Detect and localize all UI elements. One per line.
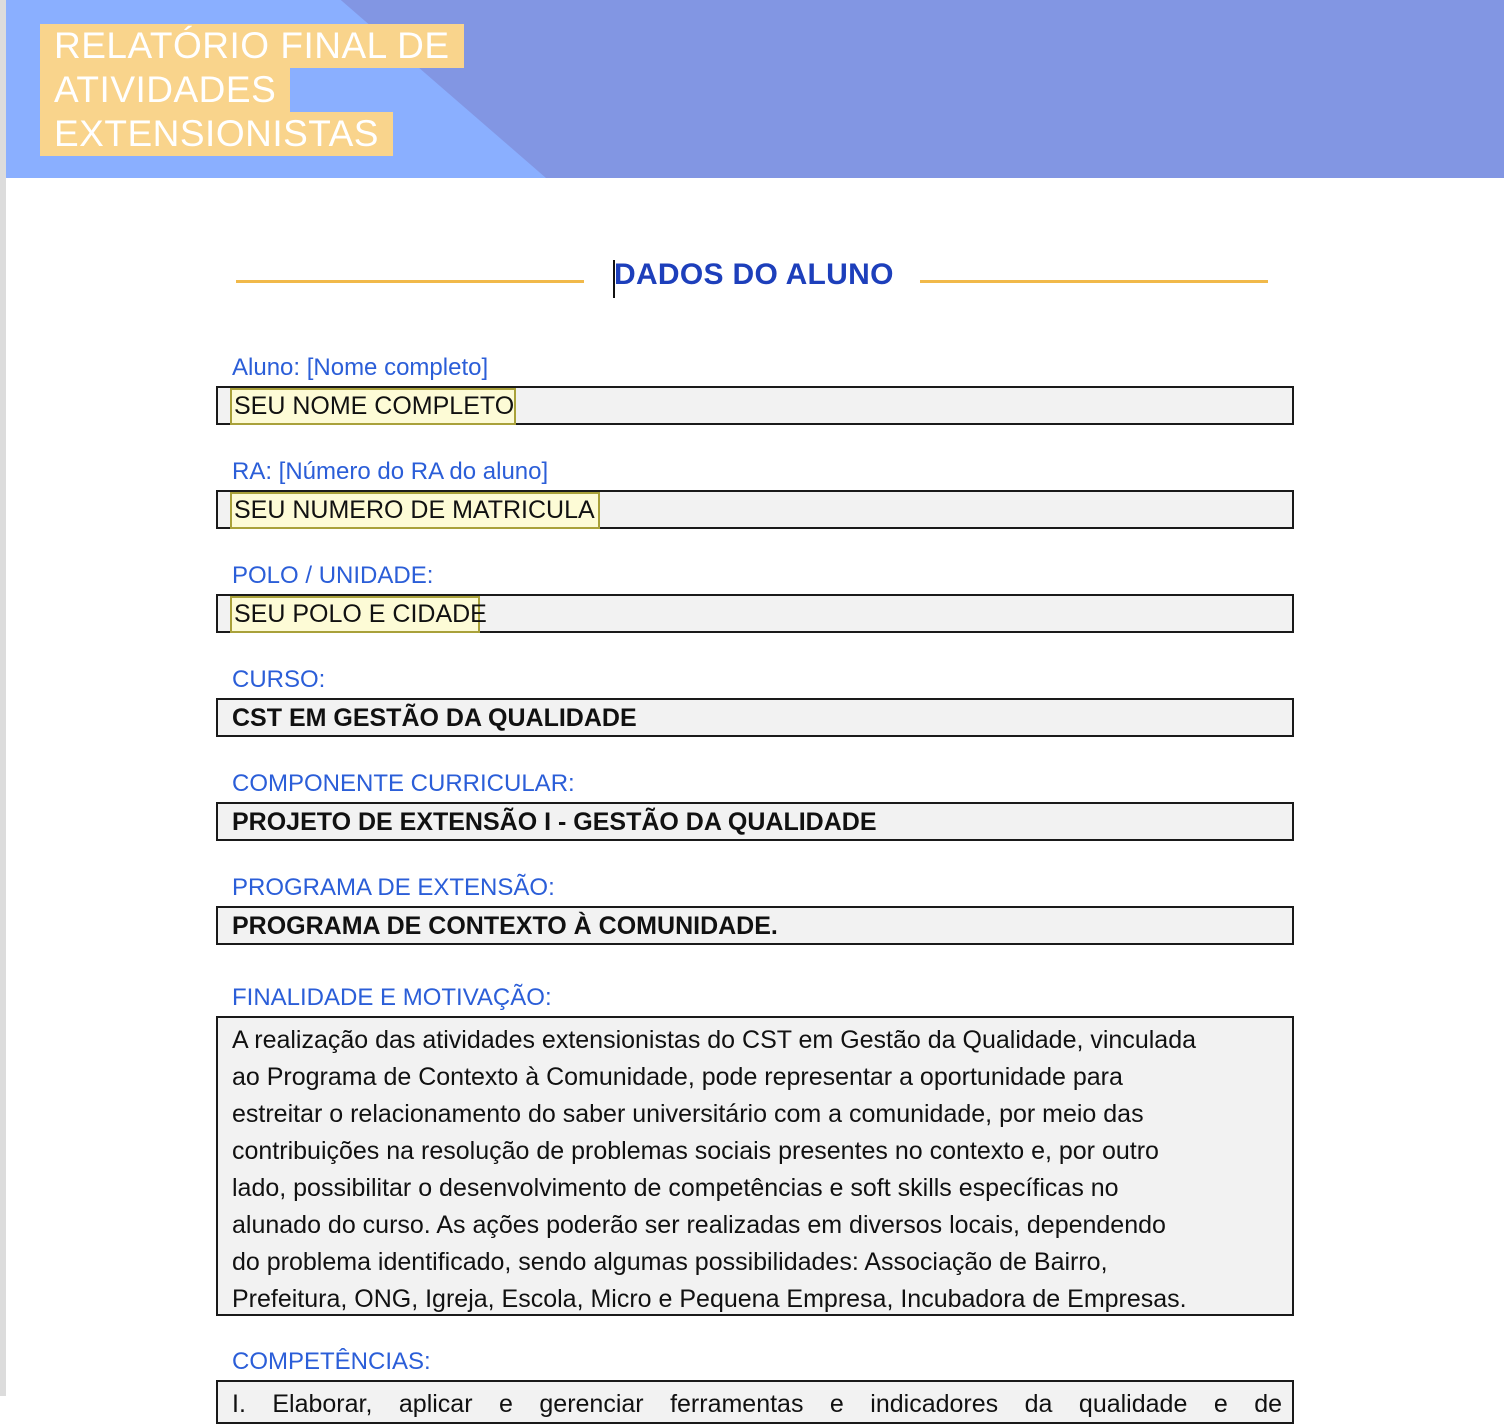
componente-label: COMPONENTE CURRICULAR: <box>232 770 575 797</box>
competencias-first-line: I. Elaborar, aplicar e gerenciar ferramentas e indicadores da qualidade e de <box>232 1390 1282 1418</box>
report-title-line-1: RELATÓRIO FINAL DE <box>40 24 464 68</box>
finalidade-line: A realização das atividades extensionistas do CST em Gestão da Qualidade, vinculada <box>232 1026 1197 1054</box>
curso-value: CST EM GESTÃO DA QUALIDADE <box>232 704 637 732</box>
finalidade-line: alunado do curso. As ações poderão ser realizadas em diversos locais, dependendo <box>232 1211 1166 1239</box>
finalidade-line: contribuições na resolução de problemas sociais presentes no contexto e, por outro <box>232 1137 1159 1165</box>
finalidade-text <box>232 1022 1282 1318</box>
programa-box[interactable] <box>216 906 1294 945</box>
finalidade-line: Prefeitura, ONG, Igreja, Escola, Micro e Pequena Empresa, Incubadora de Empresas. <box>232 1285 1187 1313</box>
finalidade-box[interactable] <box>216 1016 1294 1316</box>
page-edge <box>0 0 6 1396</box>
curso-label: CURSO: <box>232 666 326 693</box>
componente-value: PROJETO DE EXTENSÃO I - GESTÃO DA QUALIDADE <box>232 808 877 836</box>
aluno-box[interactable] <box>216 386 1294 425</box>
competencias-box[interactable] <box>216 1380 1294 1424</box>
report-title-line-3: EXTENSIONISTAS <box>40 112 393 156</box>
competencias-label: COMPETÊNCIAS: <box>232 1348 431 1375</box>
polo-label: POLO / UNIDADE: <box>232 562 434 589</box>
finalidade-line: lado, possibilitar o desenvolvimento de competências e soft skills específicas no <box>232 1174 1119 1202</box>
programa-value: PROGRAMA DE CONTEXTO À COMUNIDADE. <box>232 912 778 940</box>
finalidade-label: FINALIDADE E MOTIVAÇÃO: <box>232 984 552 1011</box>
aluno-input-field[interactable]: SEU NOME COMPLETO <box>230 388 516 425</box>
programa-label: PROGRAMA DE EXTENSÃO: <box>232 874 555 901</box>
section-title: DADOS DO ALUNO <box>614 258 894 291</box>
aluno-label: Aluno: [Nome completo] <box>232 354 489 381</box>
ra-box[interactable] <box>216 490 1294 529</box>
finalidade-line: estreitar o relacionamento do saber universitário com a comunidade, por meio das <box>232 1100 1144 1128</box>
section-rule-right <box>920 280 1268 283</box>
ra-label: RA: [Número do RA do aluno] <box>232 458 549 485</box>
componente-box[interactable] <box>216 802 1294 841</box>
header-banner <box>6 0 1504 178</box>
finalidade-line: ao Programa de Contexto à Comunidade, pode representar a oportunidade para <box>232 1063 1123 1091</box>
polo-box[interactable] <box>216 594 1294 633</box>
polo-input-field[interactable]: SEU POLO E CIDADE <box>230 596 480 633</box>
section-rule-left <box>236 280 584 283</box>
report-title-line-2: ATIVIDADES <box>40 68 290 112</box>
curso-box[interactable] <box>216 698 1294 737</box>
ra-input-field[interactable]: SEU NUMERO DE MATRICULA <box>230 492 600 529</box>
finalidade-line: do problema identificado, sendo algumas possibilidades: Associação de Bairro, <box>232 1248 1108 1276</box>
